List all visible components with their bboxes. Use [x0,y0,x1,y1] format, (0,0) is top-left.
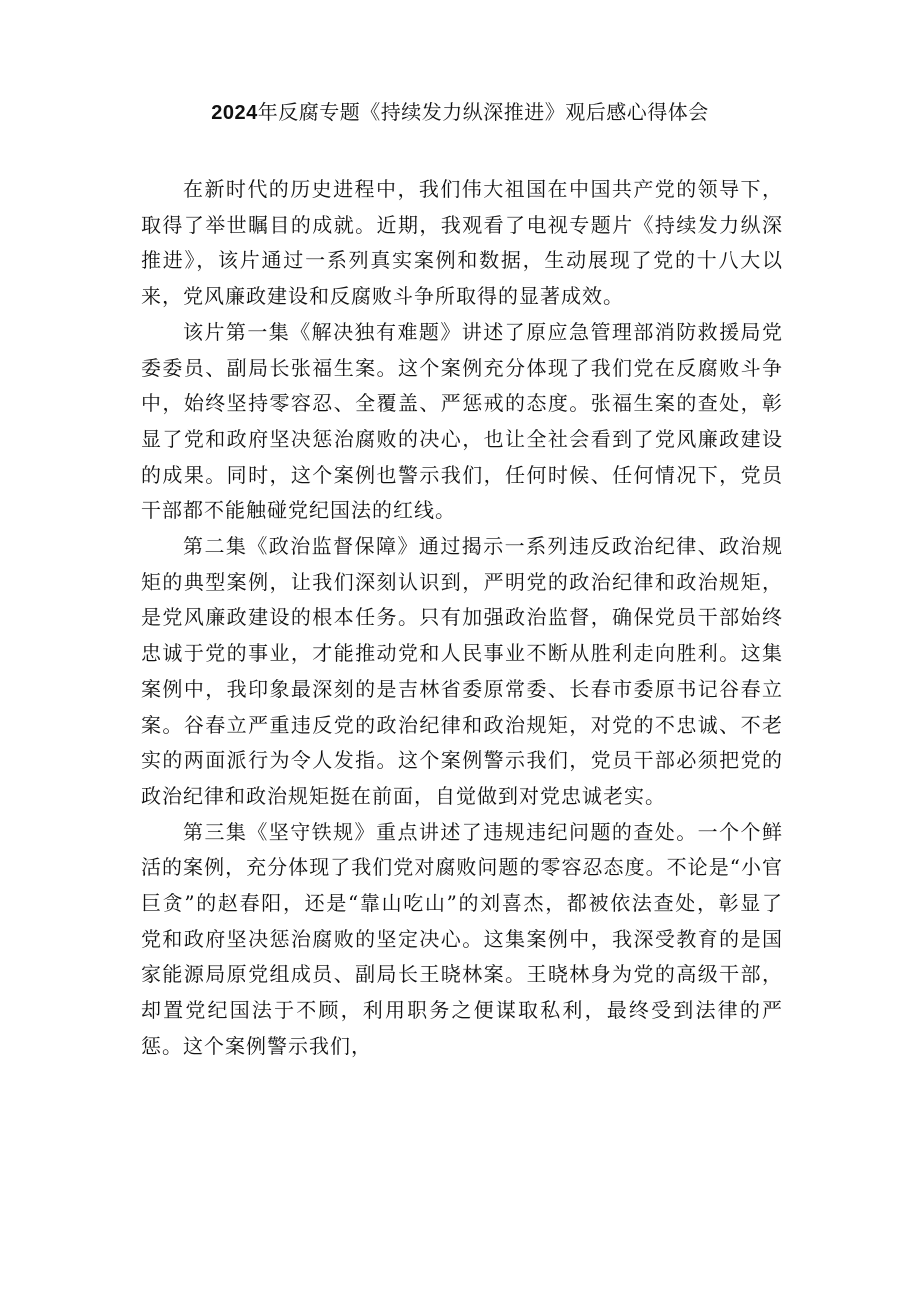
paragraph-3: 第二集《政治监督保障》通过揭示一系列违反政治纪律、政治规矩的典型案例，让我们深刻认识到，严明党的政治纪律和政治规矩，是党风廉政建设的根本任务。只有加强政治监督，确保党员干部始终忠诚于党的事业，才能推动党和人民事业不断从胜利走向胜利。这集案例中，我印象最深刻的是吉林省委原常委、长春市委原书记谷春立案。谷春立严重违反党的政治纪律和政治规矩，对党的不忠诚、不老实的两面派行为令人发指。这个案例警示我们，党员干部必须把党的政治纪律和政治规矩挺在前面，自觉做到对党忠诚老实。 [141,534,783,808]
title-year: 2024 [211,102,258,124]
document-title [0,96,920,129]
document-body [141,172,783,1065]
title-text: 年反腐专题《持续发力纵深推进》观后感心得体会 [257,100,709,124]
paragraph-2: 该片第一集《解决独有难题》讲述了原应急管理部消防救援局党委委员、副局长张福生案。这个案例充分体现了我们党在反腐败斗争中，始终坚持零容忍、全覆盖、严惩戒的态度。张福生案的查处，彰显了党和政府坚决惩治腐败的决心，也让全社会看到了党风廉政建设的成果。同时，这个案例也警示我们，任何时候、任何情况下，党员干部都不能触碰党纪国法的红线。 [141,319,783,523]
paragraph-4: 第三集《坚守铁规》重点讲述了违规违纪问题的查处。一个个鲜活的案例，充分体现了我们党对腐败问题的零容忍态度。不论是“小官巨贪”的赵春阳，还是“靠山吃山”的刘喜杰，都被依法查处，彰显了党和政府坚决惩治腐败的坚定决心。这集案例中，我深受教育的是国家能源局原党组成员、副局长王晓林案。王晓林身为党的高级干部，却置党纪国法于不顾，利用职务之便谋取私利，最终受到法律的严惩。这个案例警示我们， [141,819,783,1058]
paragraph-1: 在新时代的历史进程中，我们伟大祖国在中国共产党的领导下，取得了举世瞩目的成就。近期，我观看了电视专题片《持续发力纵深推进》，该片通过一系列真实案例和数据，生动展现了党的十八大以来，党风廉政建设和反腐败斗争所取得的显著成效。 [141,177,783,309]
